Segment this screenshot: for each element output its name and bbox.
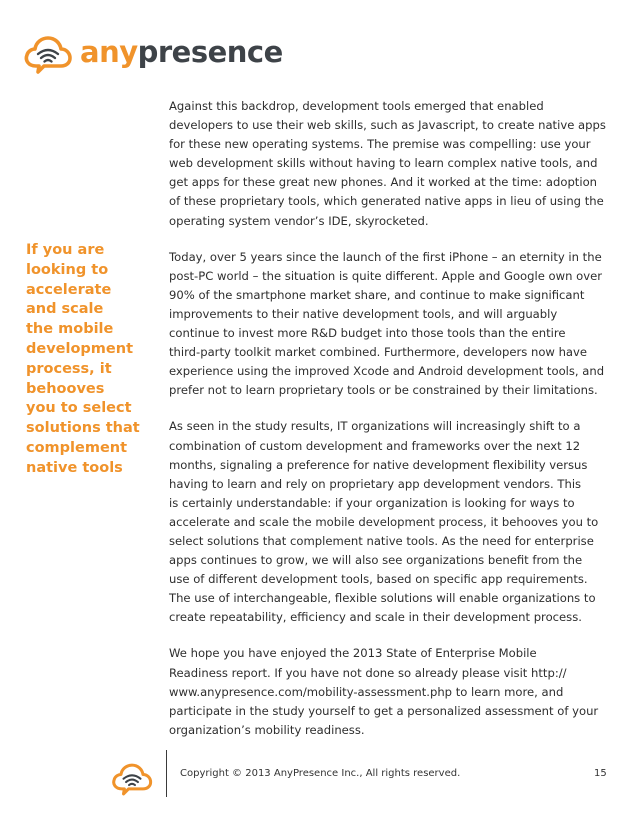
text-line: for these new operating systems. The premise was compelling: use your	[169, 137, 591, 152]
paragraph-study-results	[169, 417, 609, 627]
text-line: select solutions that complement native tools. As the need for enterprise	[169, 533, 594, 548]
text-line: prefer not to learn proprietary tools or be constrained by their limitations.	[169, 383, 598, 398]
text-line: third-party toolkit market combined. Furthermore, developers now have	[169, 345, 588, 360]
cloud-signal-icon	[22, 30, 74, 74]
text-line: of these proprietary tools, which generated native apps in lieu of using the	[169, 194, 604, 209]
text-line: operating system vendor’s IDE, skyrocketed.	[169, 213, 429, 228]
paragraph-backdrop	[169, 97, 609, 231]
text-line: developers to use their web skills, such as Javascript, to create native apps	[169, 118, 606, 133]
brand-logo	[22, 30, 283, 74]
pull-quote-line: and scale	[26, 301, 104, 318]
pull-quote-line: development	[26, 340, 134, 357]
text-line: As seen in the study results, IT organizations will increasingly shift to a	[169, 419, 581, 434]
copyright-text: Copyright © 2013 AnyPresence Inc., All rights reserved.	[180, 768, 461, 779]
text-line: 90% of the smartphone market share, and continue to make significant	[169, 287, 585, 302]
pull-quote-line: the mobile	[26, 321, 114, 338]
pull-quote-line: process, it	[26, 360, 112, 377]
pull-quote-line: complement	[26, 439, 128, 456]
text-line: combination of custom development and frameworks over the next 12	[169, 438, 581, 453]
text-line: create repeatability, efficiency and scale in their development process.	[169, 610, 582, 625]
pull-quote-line: accelerate	[26, 281, 112, 298]
pull-quote-line: native tools	[26, 459, 123, 476]
text-line: get apps for these great new phones. And it worked at the time: adoption	[169, 175, 598, 190]
text-line: web development skills without having to learn complex native tools, and	[169, 156, 598, 171]
brand-wordmark	[80, 34, 283, 69]
text-line: The use of interchangeable, flexible solutions will enable organizations to	[169, 591, 596, 606]
paragraph-today	[169, 248, 609, 401]
paragraph-closing	[169, 644, 609, 739]
pull-quote-line: solutions that	[26, 420, 140, 437]
text-line: months, signaling a preference for native development flexibility versus	[169, 457, 588, 472]
text-line: experience using the improved Xcode and Android development tools, and	[169, 364, 605, 379]
page-footer	[0, 750, 638, 810]
footer-divider	[166, 750, 167, 797]
text-line: improvements to their native development tools, and will arguably	[169, 306, 558, 321]
text-line: apps continues to grow, we will also see organizations benefit from the	[169, 553, 583, 568]
brand-name-part1: any	[80, 34, 138, 69]
text-line: accelerate and scale the mobile development process, it behooves you to	[169, 514, 599, 529]
pull-quote-line: behooves	[26, 380, 105, 397]
pull-quote-line: looking to	[26, 261, 109, 278]
pull-quote	[26, 241, 144, 479]
text-line: participate in the study yourself to get a personalized assessment of your	[169, 703, 599, 718]
text-line: Against this backdrop, development tools emerged that enabled	[169, 99, 544, 113]
brand-name-part2: presence	[137, 34, 283, 69]
text-line: post-PC world – the situation is quite different. Apple and Google own over	[169, 268, 603, 283]
text-line: www.anypresence.com/mobility-assessment.php to learn more, and	[169, 684, 564, 699]
text-line: We hope you have enjoyed the 2013 State of Enterprise Mobile	[169, 646, 537, 661]
body-text	[169, 97, 609, 757]
text-line: continue to invest more R&D budget into those tools than the entire	[169, 326, 566, 341]
pull-quote-line: If you are	[26, 242, 105, 258]
pull-quote-line: you to select	[26, 400, 132, 417]
text-line: Readiness report. If you have not done so already please visit http://	[169, 665, 567, 680]
page-number: 15	[594, 768, 607, 779]
text-line: organization’s mobility readiness.	[169, 722, 365, 737]
cloud-signal-icon	[110, 758, 154, 796]
text-line: having to learn and rely on proprietary app development vendors. This	[169, 476, 582, 491]
text-line: use of different development tools, based on specific app requirements.	[169, 572, 588, 587]
text-line: is certainly understandable: if your organization is looking for ways to	[169, 495, 575, 510]
text-line: Today, over 5 years since the launch of the first iPhone – an eternity in the	[169, 249, 602, 264]
